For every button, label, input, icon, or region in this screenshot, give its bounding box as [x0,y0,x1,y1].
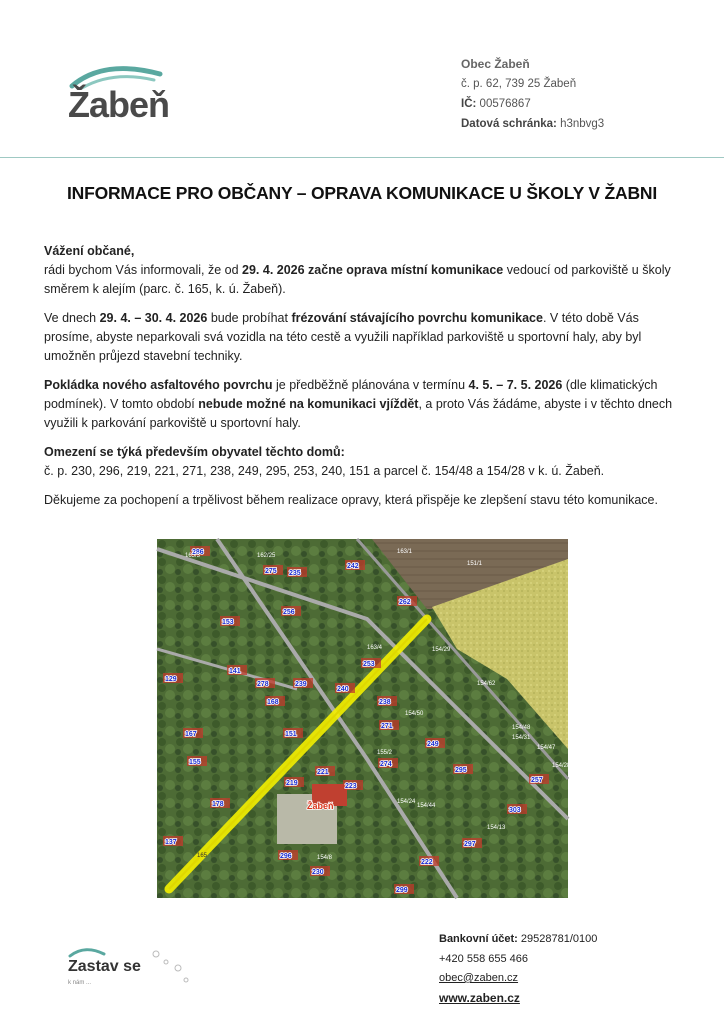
p3-text-b: je předběžně plánována v termínu [272,378,469,392]
map-parcel-label: 151/1 [467,561,483,567]
p3-bold-e: nebude možné na komunikaci vjíždět [198,397,419,411]
map-house-label: 178 [212,801,224,808]
map-parcel-label: 154/47 [537,745,556,751]
p3-text-d: (dle klimatických podmínek). V tomto období [44,378,658,411]
map-house-label: 257 [531,777,543,784]
p1-bold-b: 29. 4. 2026 začne oprava místní komunikace [242,263,504,277]
map-house-label: 223 [345,783,357,790]
map-house-label: 240 [337,686,349,693]
map-house-label: 153 [222,619,234,626]
map-house-label: 238 [379,699,391,706]
ic-label: IČ: [461,98,477,110]
p2-text-a: Ve dnech [44,311,100,325]
map-house-label: 271 [381,723,393,730]
p2-bold-d: frézování stávajícího povrchu komunikace [291,311,543,325]
map-parcel-label: 154/50 [405,711,424,717]
map-town-label: Žabeň [307,801,334,811]
affected-houses: č. p. 230, 296, 219, 221, 271, 238, 249, 295, 253, 240, 151 a parcel č. 154/48 a 154/28 v k. ú. Žabeň. [44,464,605,478]
p2-text-e: . V této době Vás prosíme, abyste neparkovali svá vozidla na této cestě a využili například parkoviště u sportovní haly, aby byl umožněn průjezd stavební techniky. [44,311,642,363]
map-house-label: 274 [380,761,392,768]
map-parcel-label: 154/44 [417,803,436,809]
map-house-label: 230 [312,869,324,876]
databox-value: h3nbvg3 [560,118,605,130]
map-house-label: 242 [347,563,359,570]
map-parcel-label: 163/4 [367,645,383,651]
map-house-label: 155 [189,759,201,766]
map-house-label: 249 [427,741,439,748]
map-parcel-label: 154/48 [512,725,531,731]
map-house-label: 297 [464,841,476,848]
map-house-label: 129 [165,676,177,683]
databox-label: Datová schránka: [461,118,557,130]
map-parcel-label: 162/25 [257,553,276,559]
map-house-label: 295 [455,767,467,774]
map-house-label: 167 [185,731,197,738]
bank-label: Bankovní účet: [439,933,518,945]
p3-bold-c: 4. 5. – 7. 5. 2026 [468,378,563,392]
map-road-label: 165 [197,853,208,859]
map-house-label: 141 [229,668,241,675]
letter-body [44,242,684,520]
p2-bold-b: 29. 4. – 30. 4. 2026 [99,311,208,325]
map-parcel-label: 154/62 [477,681,496,687]
affected-heading: Omezení se týká především obyvatel těchto domů: [44,445,345,459]
phone: +420 558 655 466 [439,952,529,965]
map-house-label: 299 [396,887,408,894]
map-house-label: 286 [192,549,204,556]
org-name: Obec Žabeň [461,57,530,71]
p1-text-c: vedoucí od parkoviště u školy směrem k alejím (parc. č. 165, k. ú. Žabeň). [44,263,671,296]
map-house-label: 296 [280,853,292,860]
map-house-label: 222 [421,859,433,866]
page-title: INFORMACE PRO OBČANY – OPRAVA KOMUNIKACE U ŠKOLY V ŽABNI [66,183,657,203]
website-link[interactable]: www.zaben.cz [439,990,520,1005]
ic-value: 00576867 [479,98,531,110]
map-parcel-label: 165/3 [185,553,201,559]
cadastral-aerial-map [157,539,571,898]
map-house-label: 303 [509,807,521,814]
org-address: č. p. 62, 739 25 Žabeň [461,78,577,90]
map-house-label: 137 [165,839,177,846]
email-link[interactable]: obec@zaben.cz [439,972,519,984]
map-house-label: 278 [257,681,269,688]
map-parcel-label: 154/28 [552,763,571,769]
map-parcel-label: 154/24 [397,799,416,805]
map-parcel-label: 154/8 [317,855,333,861]
zaben-logo-text: Žabeň [68,84,170,125]
p3-text-f: , a proto Vás žádáme, abyste i v těchto dnech využili k parkování parkoviště u sportovní haly. [44,397,673,430]
zastav-se-logo-subtitle: k nám ... [68,980,92,986]
map-house-label: 239 [295,681,307,688]
p3-bold-a: Pokládka nového asfaltového povrchu [44,378,273,392]
map-house-label: 262 [399,599,411,606]
map-house-label: 275 [265,568,277,575]
greeting: Vážení občané, [44,244,135,258]
header-divider [0,157,724,158]
map-parcel-label: 154/31 [512,735,531,741]
bank-value: 29528781/0100 [520,933,598,945]
zastav-se-logo-text: Zastav se [68,958,141,975]
map-parcel-label: 154/13 [487,825,506,831]
map-parcel-label: 155/2 [377,750,393,756]
map-parcel-label: 163/1 [397,549,413,555]
p2-text-c: bude probíhat [207,311,292,325]
map-house-label: 235 [289,570,301,577]
map-house-label: 219 [286,780,298,787]
map-house-label: 151 [285,731,297,738]
p1-text-a: rádi bychom Vás informovali, že od [44,263,243,277]
map-house-label: 256 [283,609,295,616]
map-house-label: 221 [317,769,329,776]
contact-block [461,54,604,134]
thanks-paragraph: Děkujeme za pochopení a trpělivost během realizace opravy, která přispěje ke zlepšení stavu této komunikace. [44,493,658,507]
map-house-label: 253 [363,661,375,668]
footer-contact [439,930,597,1009]
map-house-label: 168 [267,699,279,706]
map-parcel-label: 154/29 [432,647,451,653]
